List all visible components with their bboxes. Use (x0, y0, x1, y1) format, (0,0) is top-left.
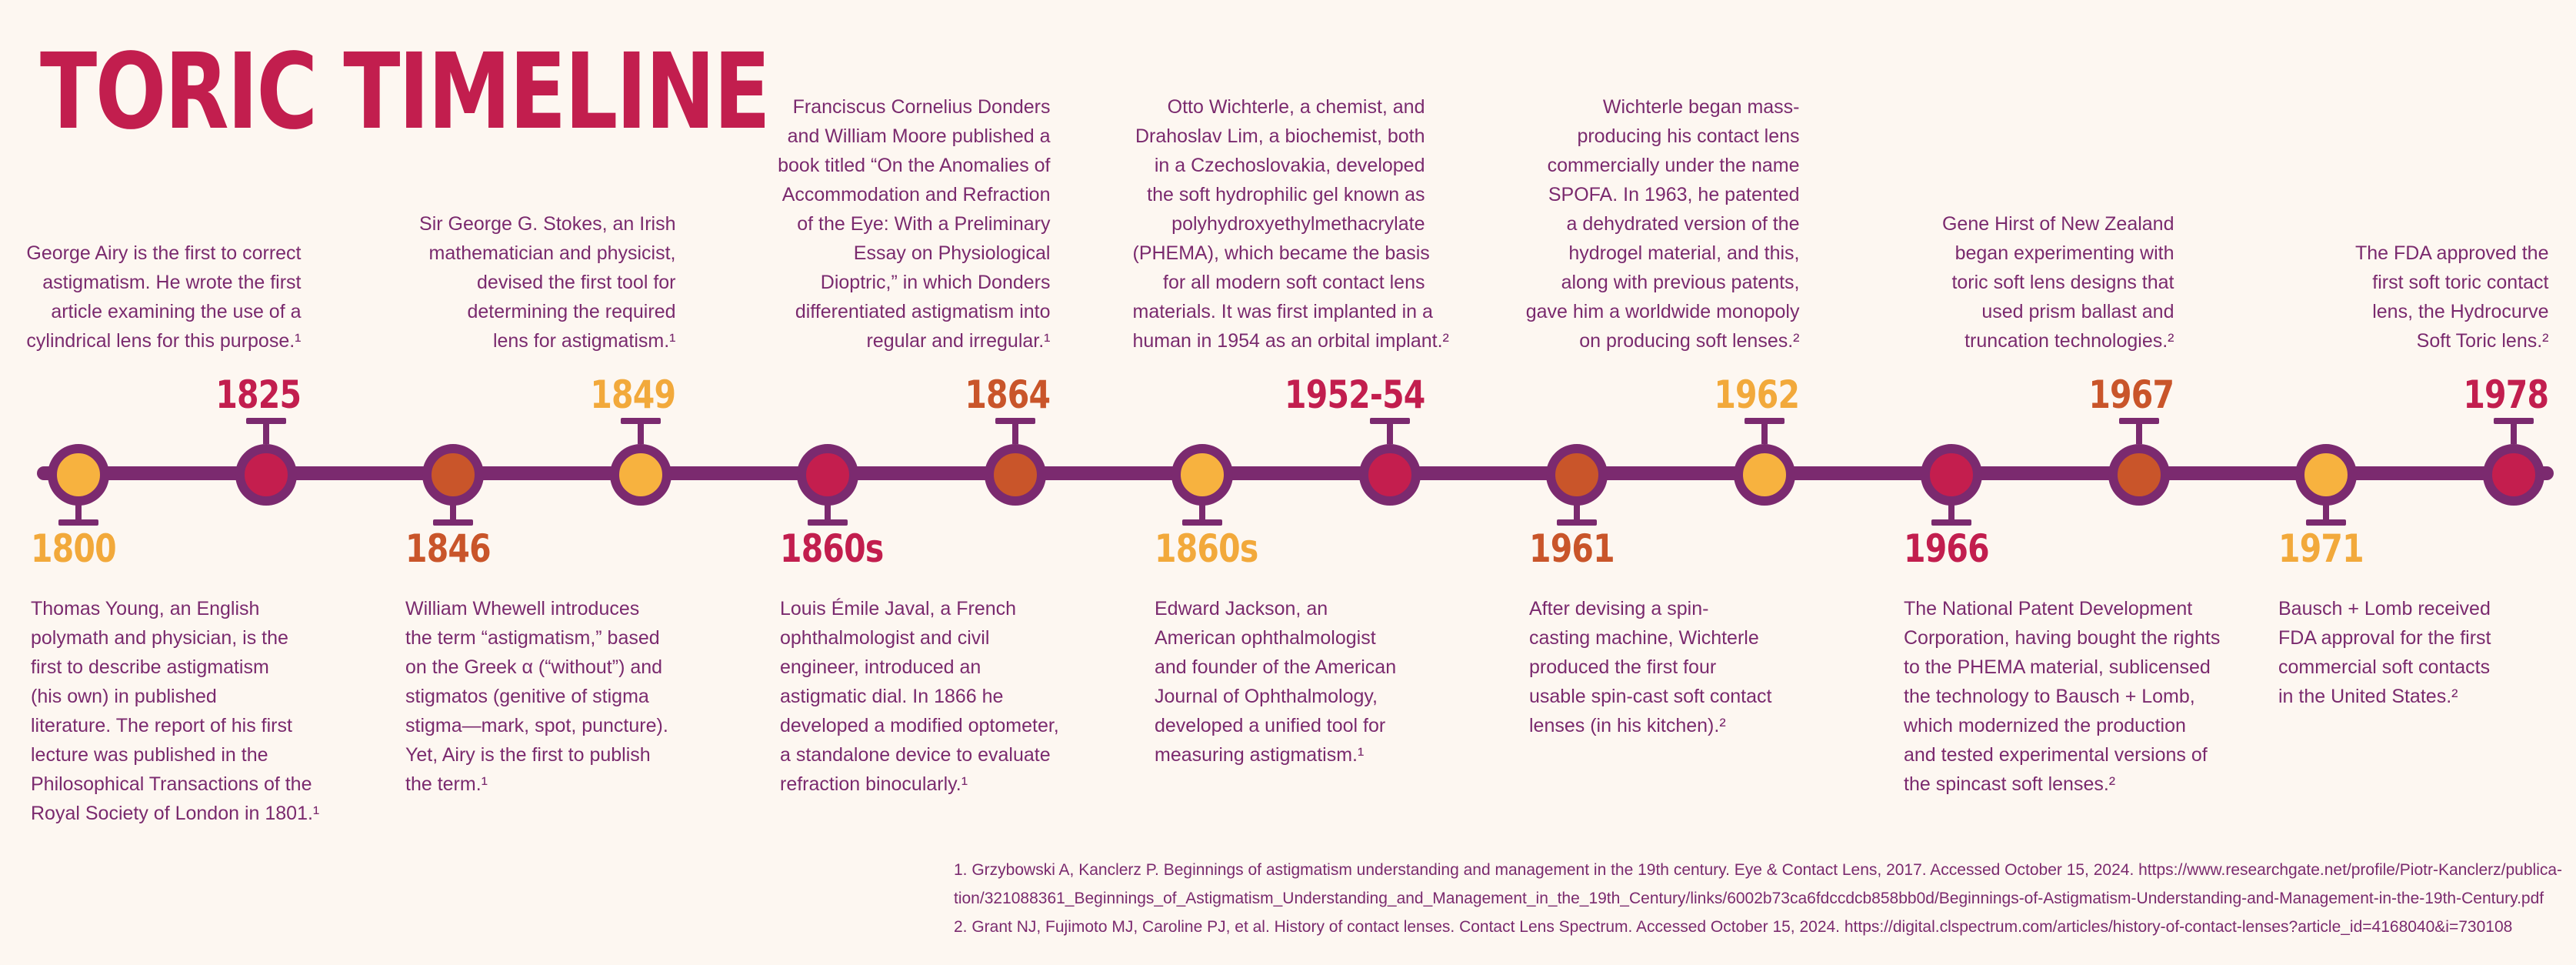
description-line: determining the required (467, 301, 676, 322)
event-description (780, 594, 1080, 799)
description-line: After devising a spin- (1529, 598, 1709, 619)
timeline-stem (1012, 421, 1018, 444)
description-line: and founder of the American (1155, 656, 1397, 678)
description-line: stigmatos (genitive of stigma (405, 686, 649, 707)
description-line: Bausch + Lomb received (2278, 598, 2491, 619)
event-year: 1860s (1155, 526, 1258, 571)
event-description (1508, 92, 1800, 356)
description-line: Soft Toric lens.² (2416, 330, 2549, 352)
description-line: lens, the Hydrocurve (2372, 301, 2549, 322)
event-year: 1961 (1529, 526, 1615, 571)
event-description (1882, 209, 2174, 356)
description-line: commercial soft contacts (2278, 656, 2491, 678)
description-line: George Airy is the first to correct (26, 242, 302, 264)
timeline-cap (621, 418, 661, 424)
timeline-stem (638, 421, 644, 444)
timeline-cap (433, 519, 473, 526)
description-line: in the United States.² (2278, 686, 2458, 707)
timeline-cap (808, 519, 848, 526)
event-description (1529, 594, 1829, 740)
timeline-cap (58, 519, 98, 526)
description-line: materials. It was first implanted in a (1132, 301, 1433, 322)
description-line: William Whewell introduces (405, 598, 640, 619)
references (954, 856, 2563, 941)
description-line: the soft hydrophilic gel known as (1147, 184, 1425, 205)
description-line: astigmatic dial. In 1866 he (780, 686, 1004, 707)
description-line: refraction binocularly.¹ (780, 773, 968, 795)
description-line: Philosophical Transactions of the (31, 773, 312, 795)
event-year: 1967 (2088, 372, 2174, 417)
description-line: Otto Wichterle, a chemist, and (1167, 96, 1425, 118)
description-line: polyhydroxyethylmethacrylate (1171, 213, 1425, 235)
event-year: 1860s (780, 526, 884, 571)
description-line: measuring astigmatism.¹ (1155, 744, 1365, 766)
description-line: Dioptric,” in which Donders (820, 272, 1051, 293)
description-line: ophthalmologist and civil (780, 627, 990, 649)
description-line: article examining the use of a (51, 301, 302, 322)
timeline-cap (1182, 519, 1222, 526)
timeline-stem (1761, 421, 1768, 444)
timeline-node-1860s (797, 444, 858, 506)
description-line: of the Eye: With a Preliminary (797, 213, 1051, 235)
description-line: Franciscus Cornelius Donders (792, 96, 1051, 118)
event-description (758, 92, 1051, 356)
description-line: first to describe astigmatism (31, 656, 269, 678)
description-line: commercially under the name (1547, 155, 1800, 176)
description-line: engineer, introduced an (780, 656, 981, 678)
event-year: 1966 (1904, 526, 1989, 571)
timeline-stem (2511, 421, 2517, 444)
description-line: SPOFA. In 1963, he patented (1548, 184, 1800, 205)
timeline-axis (37, 466, 2554, 480)
timeline-stem (1387, 421, 1393, 444)
description-line: the spincast soft lenses.² (1904, 773, 2116, 795)
description-line: book titled “On the Anomalies of (778, 155, 1051, 176)
event-description (2278, 594, 2576, 711)
timeline-stem (263, 421, 269, 444)
event-description (384, 209, 676, 356)
description-line: casting machine, Wichterle (1529, 627, 1759, 649)
description-line: Wichterle began mass- (1602, 96, 1800, 118)
description-line: astigmatism. He wrote the first (42, 272, 302, 293)
event-year: 1971 (2278, 526, 2364, 571)
timeline-node-1846 (422, 444, 484, 506)
timeline-node-1800 (48, 444, 109, 506)
timeline-node-1967 (2108, 444, 2170, 506)
timeline-node-1961 (1546, 444, 1608, 506)
timeline-cap (246, 418, 286, 424)
description-line: truncation technologies.² (1964, 330, 2174, 352)
description-line: (PHEMA), which became the basis (1132, 242, 1430, 264)
timeline-node-1978 (2483, 444, 2544, 506)
description-line: a standalone device to evaluate (780, 744, 1051, 766)
description-line: for all modern soft contact lens (1163, 272, 1425, 293)
event-description (1155, 594, 1455, 770)
event-description (31, 594, 331, 828)
timeline-cap (1931, 519, 1971, 526)
description-line: Essay on Physiological (853, 242, 1051, 264)
description-line: literature. The report of his first (31, 715, 292, 736)
description-line: along with previous patents, (1561, 272, 1800, 293)
event-description (2257, 239, 2549, 356)
description-line: Accommodation and Refraction (781, 184, 1051, 205)
description-line: the term.¹ (405, 773, 488, 795)
description-line: developed a unified tool for (1155, 715, 1386, 736)
description-line: The FDA approved the (2354, 242, 2549, 264)
description-line: toric soft lens designs that (1951, 272, 2174, 293)
event-year: 1846 (405, 526, 491, 571)
description-line: and tested experimental versions of (1904, 744, 2208, 766)
event-year: 1978 (2463, 372, 2549, 417)
description-line: devised the first tool for (477, 272, 676, 293)
description-line: usable spin-cast soft contact (1529, 686, 1772, 707)
timeline-node-1849 (610, 444, 671, 506)
description-line: stigma—mark, spot, puncture). (405, 715, 668, 736)
description-line: lecture was published in the (31, 744, 268, 766)
description-line: a dehydrated version of the (1566, 213, 1800, 235)
event-year: 1849 (590, 372, 676, 417)
description-line: hydrogel material, and this, (1568, 242, 1800, 264)
description-line: Journal of Ophthalmology, (1155, 686, 1378, 707)
description-line: American ophthalmologist (1155, 627, 1376, 649)
description-line: Sir George G. Stokes, an Irish (419, 213, 676, 235)
event-description (9, 239, 302, 356)
description-line: mathematician and physicist, (428, 242, 676, 264)
event-description (405, 594, 705, 799)
description-line: first soft toric contact (2372, 272, 2549, 293)
description-line: The National Patent Development (1904, 598, 2193, 619)
event-year: 1864 (965, 372, 1051, 417)
event-year: 1800 (31, 526, 116, 571)
description-line: used prism ballast and (1981, 301, 2174, 322)
timeline-node-1825 (235, 444, 297, 506)
timeline-cap (2494, 418, 2534, 424)
description-line: which modernized the production (1904, 715, 2186, 736)
description-line: polymath and physician, is the (31, 627, 288, 649)
description-line: on the Greek α (“without”) and (405, 656, 663, 678)
timeline-node-1971 (2295, 444, 2357, 506)
description-line: differentiated astigmatism into (795, 301, 1051, 322)
description-line: lenses (in his kitchen).² (1529, 715, 1726, 736)
description-line: the technology to Bausch + Lomb, (1904, 686, 2195, 707)
description-line: lens for astigmatism.¹ (492, 330, 676, 352)
description-line: (his own) in published (31, 686, 217, 707)
reference-2: 2. Grant NJ, Fujimoto MJ, Caroline PJ, et al. History of contact lenses. Contact Lens Spectrum. Accessed October 15, 2024. https://digital.clspectrum.com/articles/history-of-contact-lenses?article_id=4168040&i=730108 (954, 918, 2513, 936)
description-line: gave him a worldwide monopoly (1525, 301, 1800, 322)
timeline-cap (1557, 519, 1597, 526)
description-line: began experimenting with (1954, 242, 2174, 264)
event-year: 1825 (215, 372, 302, 417)
timeline-node-1962 (1734, 444, 1795, 506)
event-description (1132, 92, 1449, 356)
timeline-node-1952-54 (1359, 444, 1421, 506)
event-description (1904, 594, 2221, 799)
timeline-node-1864 (985, 444, 1046, 506)
timeline-stem (2136, 421, 2142, 444)
description-line: cylindrical lens for this purpose.¹ (26, 330, 302, 352)
description-line: in a Czechoslovakia, developed (1154, 155, 1425, 176)
timeline-node-1860s (1171, 444, 1233, 506)
timeline-cap (1745, 418, 1785, 424)
description-line: Corporation, having bought the rights (1904, 627, 2221, 649)
description-line: and William Moore published a (787, 125, 1051, 147)
description-line: regular and irregular.¹ (866, 330, 1051, 352)
timeline-cap (2119, 418, 2159, 424)
description-line: Royal Society of London in 1801.¹ (31, 803, 320, 824)
description-line: Louis Émile Javal, a French (780, 598, 1017, 619)
timeline-cap (995, 418, 1035, 424)
description-line: FDA approval for the first (2278, 627, 2491, 649)
description-line: Yet, Airy is the first to publish (405, 744, 651, 766)
description-line: produced the first four (1529, 656, 1717, 678)
reference-1b: tion/321088361_Beginnings_of_Astigmatism_Understanding_and_Management_in_the_19th_Century/links/6002b73ca6fdccdcb858bb0d/Beginnings-of-Astigmatism-Understanding-and-Management-in-the-19th-Century.pdf (954, 890, 2544, 907)
description-line: the term “astigmatism,” based (405, 627, 660, 649)
timeline-cap (2306, 519, 2346, 526)
description-line: producing his contact lens (1577, 125, 1800, 147)
description-line: developed a modified optometer, (780, 715, 1059, 736)
description-line: on producing soft lenses.² (1579, 330, 1800, 352)
event-year: 1952-54 (1285, 372, 1425, 417)
page-title: TORIC TIMELINE (40, 32, 769, 153)
timeline-node-1966 (1921, 444, 1982, 506)
description-line: Drahoslav Lim, a biochemist, both (1135, 125, 1425, 147)
description-line: to the PHEMA material, sublicensed (1904, 656, 2211, 678)
timeline-cap (1370, 418, 1410, 424)
description-line: Gene Hirst of New Zealand (1941, 213, 2174, 235)
description-line: human in 1954 as an orbital implant.² (1132, 330, 1449, 352)
description-line: Thomas Young, an English (31, 598, 260, 619)
description-line: Edward Jackson, an (1155, 598, 1328, 619)
reference-1a: 1. Grzybowski A, Kanclerz P. Beginnings of astigmatism understanding and management in the 19th century. Eye & Contact Lens, 2017. Accessed October 15, 2024. https://www.researchgate.net/profile/Piotr-Kanclerz/publica- (954, 861, 2563, 879)
event-year: 1962 (1714, 372, 1800, 417)
